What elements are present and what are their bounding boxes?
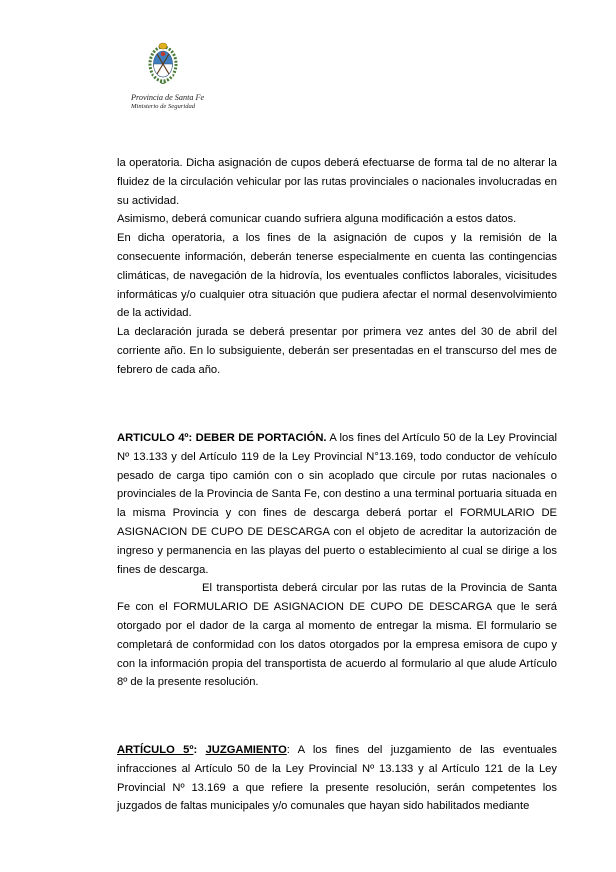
paragraph: Asimismo, deberá comunicar cuando sufriera alguna modificación a estos datos. — [117, 213, 517, 226]
paragraph: la operatoria. Dicha asignación de cupos deberá efectuarse de forma tal de no alterar la fluidez de la circulación vehicular por las rutas provinciales o nacionales involucradas en su actividad. — [117, 157, 557, 207]
article-4-text: A los fines del Artículo 50 de la Ley Provincial Nº 13.133 y del Artículo 119 de la Ley Provincial N°13.169, todo conductor de vehículo pesado de carga tipo camión con o sin acoplado que circule por rutas nacionales o provinciales de la Provincia de Santa Fe, con destino a una terminal portuaria situada en la misma Provincia y con fines de descarga deberá portar el FORMULARIO DE ASIGNACION DE CUPO DE DESCARGA con el objeto de acreditar la autorización de ingreso y permanencia en las playas del puerto o establecimiento al cual se dirige a los fines de descarga. — [117, 432, 558, 576]
article-5-heading: ARTÍCULO 5º — [117, 744, 194, 756]
article-4-title: DEBER DE PORTACIÓN. — [195, 432, 327, 444]
article-5-paragraph: ARTÍCULO 5º: JUZGAMIENTO: A los fines del juzgamiento de las eventuales infracciones al Artículo 50 de la Ley Provincial Nº 13.133 y al Artículo 121 de la Ley Provincial Nº 13.169 a que refiere la presente resolución, serán competentes los juzgados de faltas municipales y/o comunales que hayan sido habilitados mediante — [117, 744, 558, 813]
article-5-section — [117, 741, 557, 816]
article-4-paragraph-2: El transportista deberá circular por las rutas de la Provincia de Santa Fe con el FORMULARIO DE ASIGNACION DE CUPO DE DESCARGA que le será otorgado por el dador de la carga al momento de entregar la misma. El formulario se completará de conformidad con los datos otorgados por la empresa emisora de cupo y con la información propia del transportista de acuerdo al formulario al que alude Artículo 8º de la presente resolución. — [117, 582, 557, 689]
org-province: Provincia de Santa Fe — [131, 93, 205, 102]
article-5-text: : A los fines del juzgamiento de las eventuales infracciones al Artículo 50 de la Ley Provincial Nº 13.133 y al Artículo 121 de la Ley Provincial Nº 13.169 a que refiere la presente resolución, serán competentes los juzgados de faltas municipales y/o comunales que hayan sido habilitados mediante — [117, 744, 558, 813]
article-5-title: JUZGAMIENTO — [205, 744, 287, 756]
org-ministry: Ministerio de Seguridad — [131, 103, 196, 110]
article-4-paragraph — [117, 429, 557, 579]
article-4-section — [117, 429, 557, 692]
paragraph: En dicha operatoria, a los fines de la asignación de cupos y la remisión de la consecuente información, deberán tenerse especialmente en cuenta las contingencias climáticas, de navegación de la hidrovía, los eventuales conflictos laborales, vicisitudes informáticas y/o cualquier otra situación que pudiera afectar el normal desenvolvimiento de la actividad. — [117, 232, 557, 320]
article-4-heading: ARTICULO 4º: — [117, 432, 193, 444]
provincial-seal-icon — [145, 38, 181, 86]
continuation-section — [117, 154, 557, 380]
letterhead — [131, 93, 251, 111]
paragraph: La declaración jurada se deberá presentar por primera vez antes del 30 de abril del corriente año. En lo subsiguiente, deberán ser presentadas en el transcurso del mes de febrero de cada año. — [117, 326, 557, 376]
